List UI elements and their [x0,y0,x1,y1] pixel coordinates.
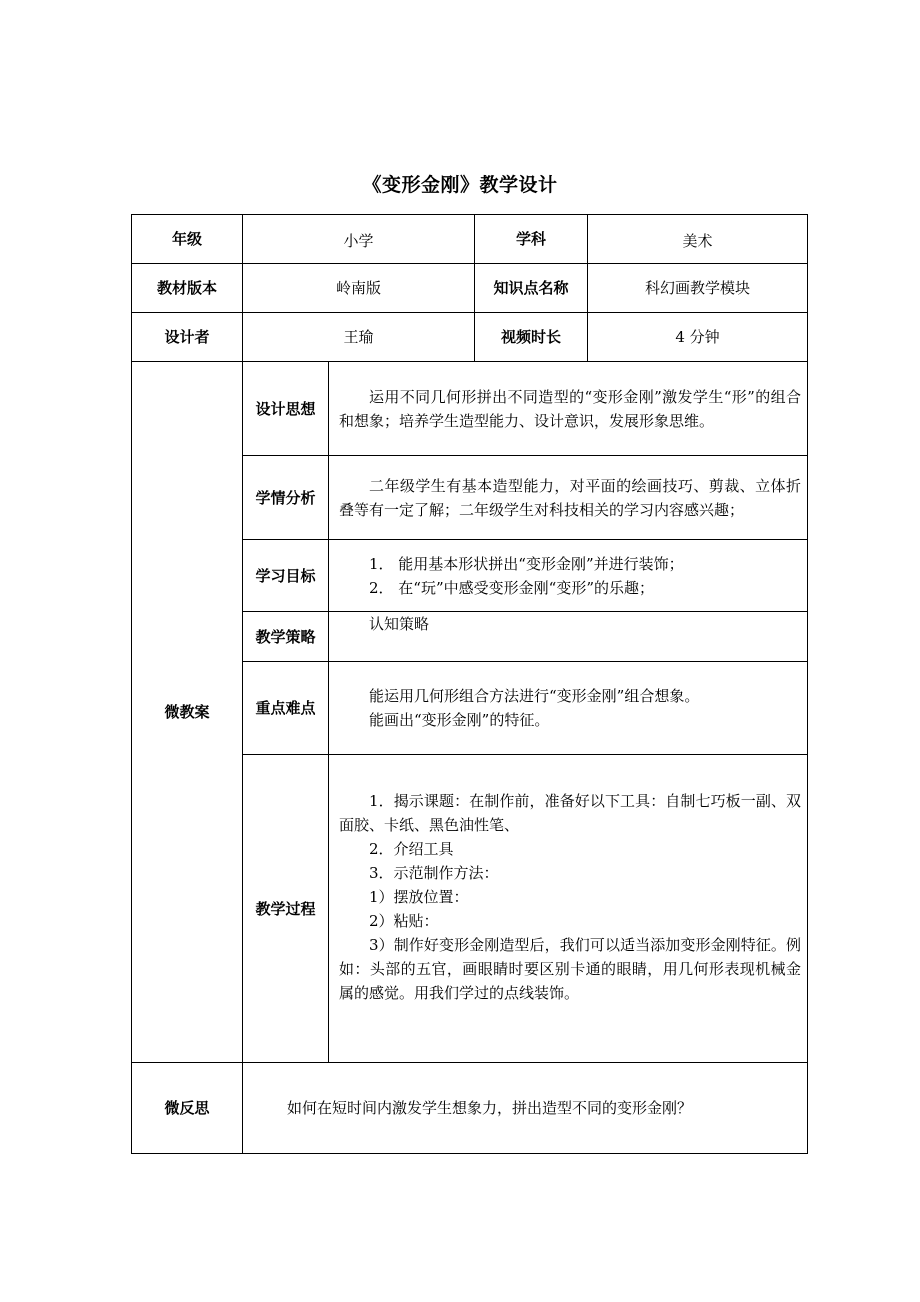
process-cell [329,755,808,1063]
process-step: 3）制作好变形金刚造型后，我们可以适当添加变形金刚特征。例如：头部的五官，画眼睛时要区别卡通的眼睛，用几何形表现机械金属的感觉。用我们学过的点线装饰。 [339,936,802,1002]
knowledge-label: 知识点名称 [475,264,588,313]
designer-value: 王瑜 [243,313,475,362]
lesson-plan-table [131,214,808,1154]
goal-item: 1． 能用基本形状拼出“变形金刚”并进行装饰； [369,554,684,573]
goal-item: 2． 在“玩”中感受变形金刚“变形”的乐趣； [369,578,654,597]
edition-label: 教材版本 [132,264,243,313]
edition-value: 岭南版 [243,264,475,313]
process-label: 教学过程 [243,755,329,1063]
key-points-label: 重点难点 [243,662,329,755]
strategy-label: 教学策略 [243,612,329,662]
learner-text: 二年级学生有基本造型能力，对平面的绘画技巧、剪裁、立体折叠等有一定了解；二年级学生对科技相关的学习内容感兴趣； [339,476,802,519]
design-idea-label: 设计思想 [243,362,329,456]
subject-label: 学科 [475,215,588,264]
process-step: 3．示范制作方法： [369,864,499,882]
goals-label: 学习目标 [243,540,329,612]
reflection-text: 如何在短时间内激发学生想象力，拼出造型不同的变形金刚？ [243,1063,808,1154]
key-point-item: 能画出“变形金刚”的特征。 [369,711,550,729]
strategy-cell [329,612,808,662]
grade-value: 小学 [243,215,475,264]
knowledge-value: 科幻画教学模块 [588,264,808,313]
duration-label: 视频时长 [475,313,588,362]
process-step: 2）粘贴： [369,912,439,930]
process-step: 1）摆放位置： [369,888,469,906]
duration-value: 4 分钟 [588,313,808,362]
page-title: 《变形金刚》教学设计 [362,174,558,196]
process-step: 2．介绍工具 [369,840,454,858]
subject-value: 美术 [588,215,808,264]
edition-row [132,264,808,313]
goals-cell [329,540,808,612]
design-idea-text: 运用不同几何形拼出不同造型的“变形金刚”激发学生“形”的组合和想象；培养学生造型能力、设计意识，发展形象思维。 [339,387,802,430]
designer-label: 设计者 [132,313,243,362]
strategy-text: 认知策略 [369,615,430,633]
micro-plan-label: 微教案 [132,362,243,1063]
key-points-cell [329,662,808,755]
grade-label: 年级 [132,215,243,264]
learner-cell [329,456,808,540]
grade-row [132,215,808,264]
reflection-row [132,1063,808,1154]
reflection-label: 微反思 [132,1063,243,1154]
designer-row [132,313,808,362]
learner-label: 学情分析 [243,456,329,540]
design-idea-cell [329,362,808,456]
process-step: 1．揭示课题：在制作前，准备好以下工具：自制七巧板一副、双面胶、卡纸、黑色油性笔、 [339,792,802,834]
key-point-item: 能运用几何形组合方法进行“变形金刚”组合想象。 [369,687,700,705]
design-idea-row [132,362,808,456]
